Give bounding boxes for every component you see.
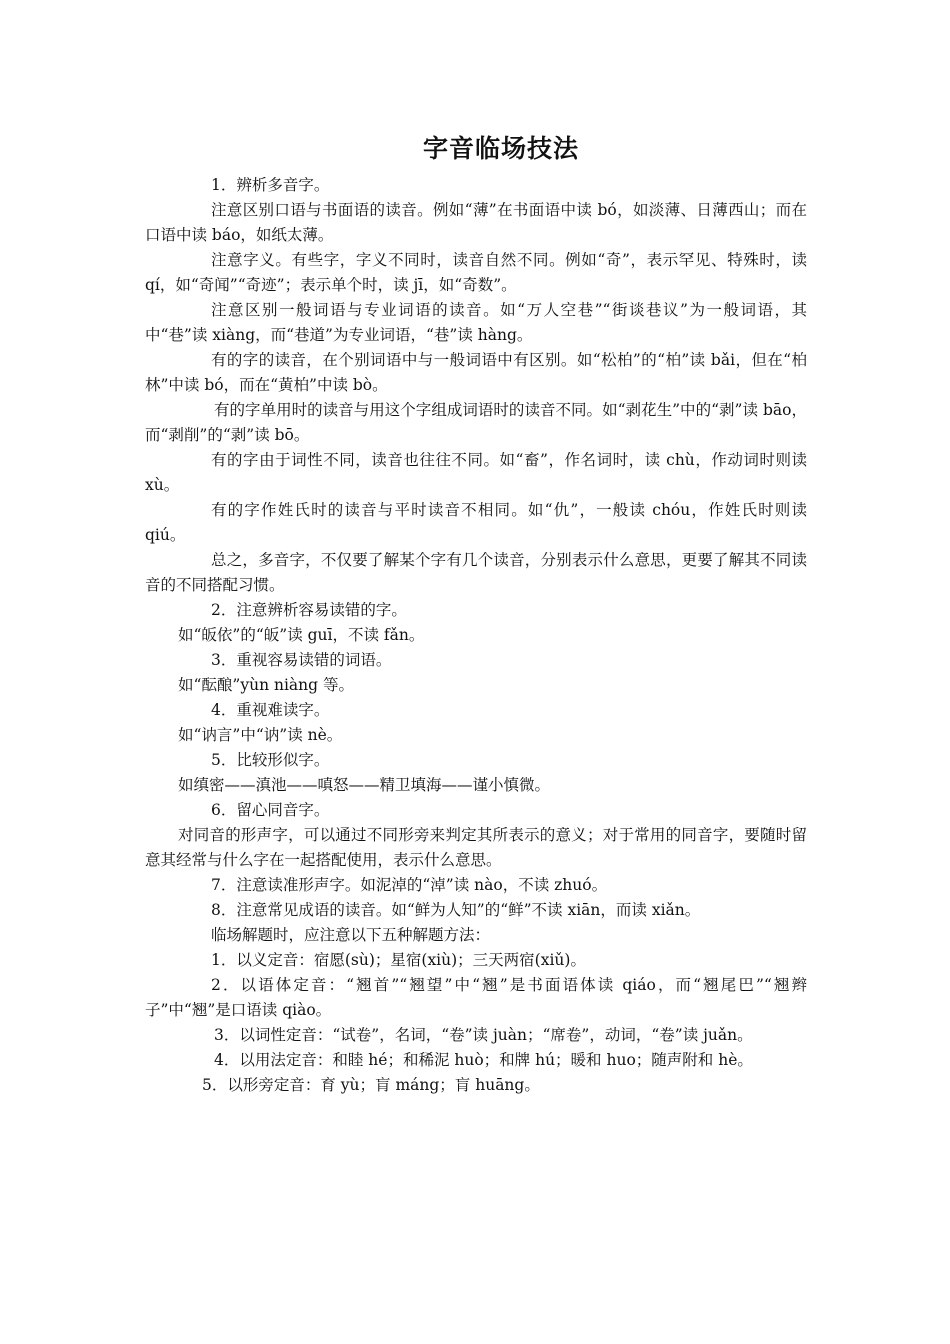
paragraph: 如“皈依”的“皈”读 guī，不读 fǎn。 xyxy=(178,626,425,644)
paragraph: 2．注意辨析容易读错的字。 xyxy=(211,601,407,619)
paragraph: 4．重视难读字。 xyxy=(211,701,330,719)
paragraph: 6．留心同音字。 xyxy=(211,801,330,819)
paragraph: 有的字作姓氏时的读音与平时读音不相同。如“仇”，一般读 chóu，作姓氏时则读 qiú。 xyxy=(145,501,807,544)
paragraph: 5．比较形似字。 xyxy=(211,751,330,769)
paragraph: 总之，多音字，不仅要了解某个字有几个读音，分别表示什么意思，更要了解其不同读音的不同搭配习惯。 xyxy=(145,551,807,594)
paragraph: 3．以词性定音：“试卷”，名词，“卷”读 juàn；“席卷”，动词，“卷”读 juǎn。 xyxy=(214,1026,753,1044)
paragraph: 注意区别口语与书面语的读音。例如“薄”在书面语中读 bó，如淡薄、日薄西山；而在口语中读 báo，如纸太薄。 xyxy=(145,201,807,244)
paragraph: 注意字义。有些字，字义不同时，读音自然不同。例如“奇”，表示罕见、特殊时，读 qí，如“奇闻”“奇迹”；表示单个时，读 jī，如“奇数”。 xyxy=(145,251,807,294)
paragraph: 如缜密——滇池——嗔怒——精卫填海——谨小慎微。 xyxy=(178,776,551,794)
paragraph: 临场解题时，应注意以下五种解题方法： xyxy=(211,926,491,944)
document-body xyxy=(145,173,807,1098)
paragraph: 如“酝酿”yùn niàng 等。 xyxy=(178,676,355,694)
paragraph: 有的字由于词性不同，读音也往往不同。如“畜”，作名词时，读 chù，作动词时则读 xù。 xyxy=(145,451,807,494)
paragraph: 4．以用法定音：和睦 hé；和稀泥 huò；和牌 hú；暖和 huo；随声附和 hè。 xyxy=(214,1051,753,1069)
paragraph: 对同音的形声字，可以通过不同形旁来判定其所表示的意义；对于常用的同音字，要随时留意其经常与什么字在一起搭配使用，表示什么意思。 xyxy=(145,826,807,869)
paragraph: 注意区别一般词语与专业词语的读音。如“万人空巷”“街谈巷议”为一般词语，其中“巷”读 xiàng，而“巷道”为专业词语，“巷”读 hàng。 xyxy=(145,301,807,344)
paragraph: 如“讷言”中“讷”读 nè。 xyxy=(178,726,343,744)
paragraph: 5．以形旁定音：育 yù；肓 máng；肓 huāng。 xyxy=(202,1076,540,1094)
paragraph: 8．注意常见成语的读音。如“鲜为人知”的“鲜”不读 xiān，而读 xiǎn。 xyxy=(211,901,701,919)
paragraph: 有的字的读音，在个别词语中与一般词语中有区别。如“松柏”的“柏”读 bǎi，但在“柏林”中读 bó，而在“黄柏”中读 bò。 xyxy=(145,351,807,394)
paragraph: 1．辨析多音字。 xyxy=(211,176,330,194)
document-title: 字音临场技法 xyxy=(422,134,579,163)
paragraph: 1．以义定音：宿愿(sù)；星宿(xiù)；三天两宿(xiǔ)。 xyxy=(211,951,586,969)
paragraph: 3．重视容易读错的词语。 xyxy=(211,651,392,669)
paragraph: 7．注意读准形声字。如泥淖的“淖”读 nào，不读 zhuó。 xyxy=(211,876,608,894)
paragraph: 2．以语体定音：“翘首”“翘望”中“翘”是书面语体读 qiáo，而“翘尾巴”“翘辫子”中“翘”是口语读 qiào。 xyxy=(145,976,807,1019)
paragraph: 有的字单用时的读音与用这个字组成词语时的读音不同。如“剥花生”中的“剥”读 bāo，而“剥削”的“剥”读 bō。 xyxy=(145,401,807,444)
